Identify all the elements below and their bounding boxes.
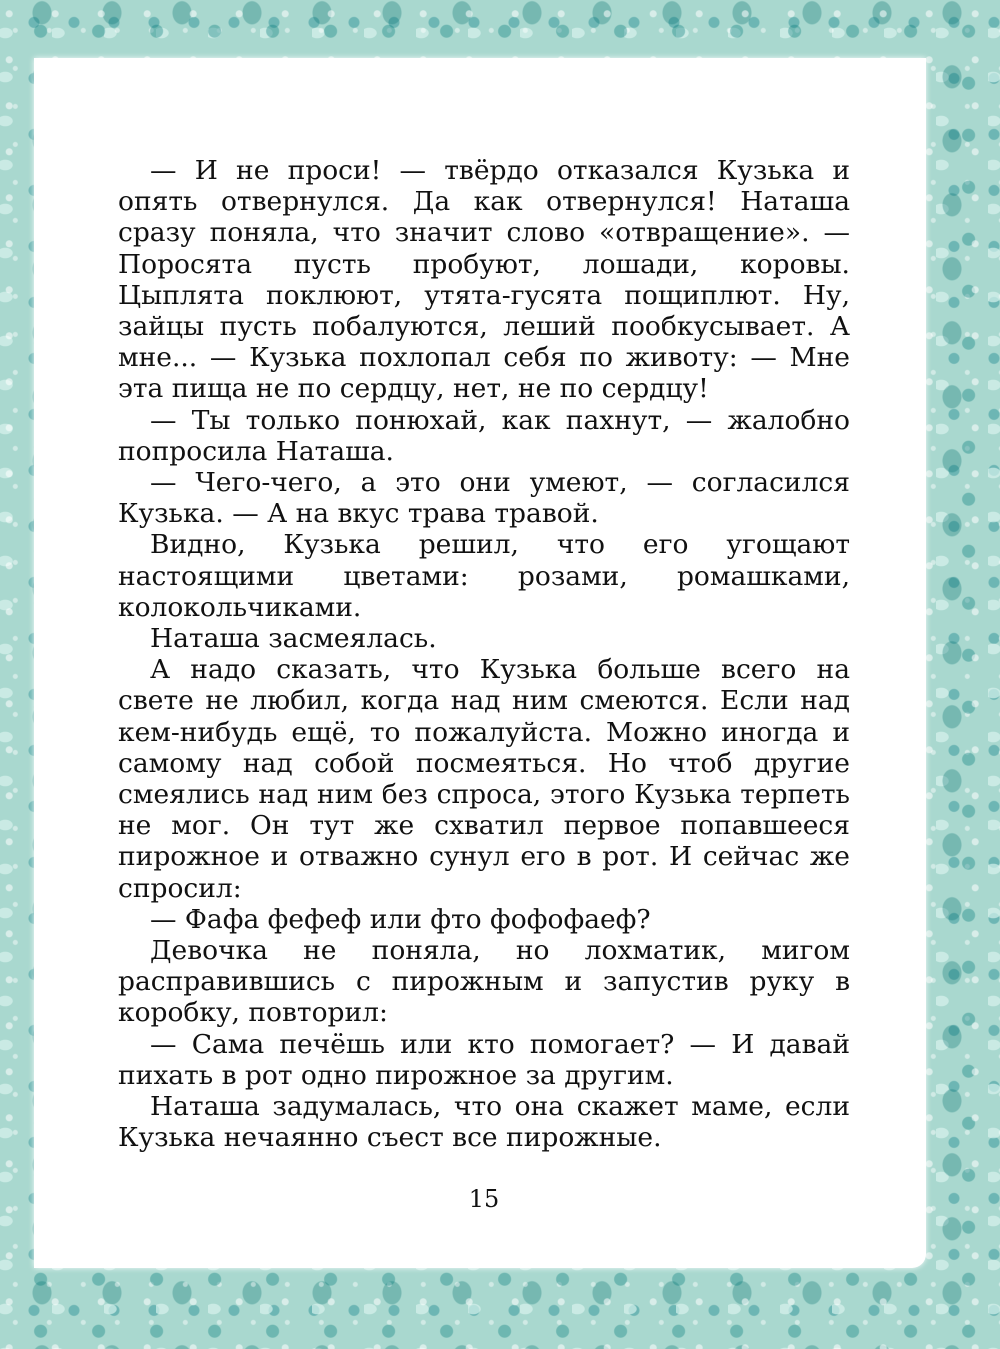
paragraph: — Сама печёшь или кто помогает? — И давай пихать в рот одно пирожное за другим. [118, 1028, 850, 1091]
paragraph: Наташа задумалась, что она скажет маме, если Кузька нечаянно съест все пирожные. [118, 1091, 850, 1154]
paragraph: — Фафа фефеф или фто фофофаеф? [150, 903, 651, 935]
page-number: 15 [468, 1185, 500, 1213]
paragraph: А надо сказать, что Кузька больше всего на свете не любил, когда над ним смеются. Если над кем-нибудь ещё, то пожалуйста. Можно иногда и самому над собой посмеяться. Но чтоб другие смеялись над ним без спроса, этого Кузька терпеть не мог. Он тут же схватил первое попавшееся пирожное и отважно сунул его в рот. И сейчас же спросил: [118, 654, 850, 904]
paragraph: — Чего-чего, а это они умеют, — согласился Кузька. — А на вкус трава травой. [118, 467, 850, 530]
paragraph: Девочка не поняла, но лохматик, мигом расправившись с пирожным и запустив руку в коробку, повторил: [118, 935, 850, 1029]
paragraph: Видно, Кузька решил, что его угощают настоящими цветами: розами, ромашками, колокольчиками. [118, 529, 850, 623]
paragraph: — Ты только понюхай, как пахнут, — жалобно попросила Наташа. [118, 404, 850, 467]
story-text [118, 155, 850, 1154]
paragraph: Наташа засмеялась. [150, 623, 437, 655]
paragraph: — И не проси! — твёрдо отказался Кузька и опять отвернулся. Да как отвернулся! Наташа сразу поняла, что значит слово «отвращение». — Поросята пусть пробуют, лошади, коровы. Цыплята поклюют, утята-гусята пощиплют. Ну, зайцы пусть побалуются, леший пообкусывает. А мне... — Кузька похлопал себя по животу: — Мне эта пища не по сердцу, нет, не по сердцу! [118, 155, 850, 405]
